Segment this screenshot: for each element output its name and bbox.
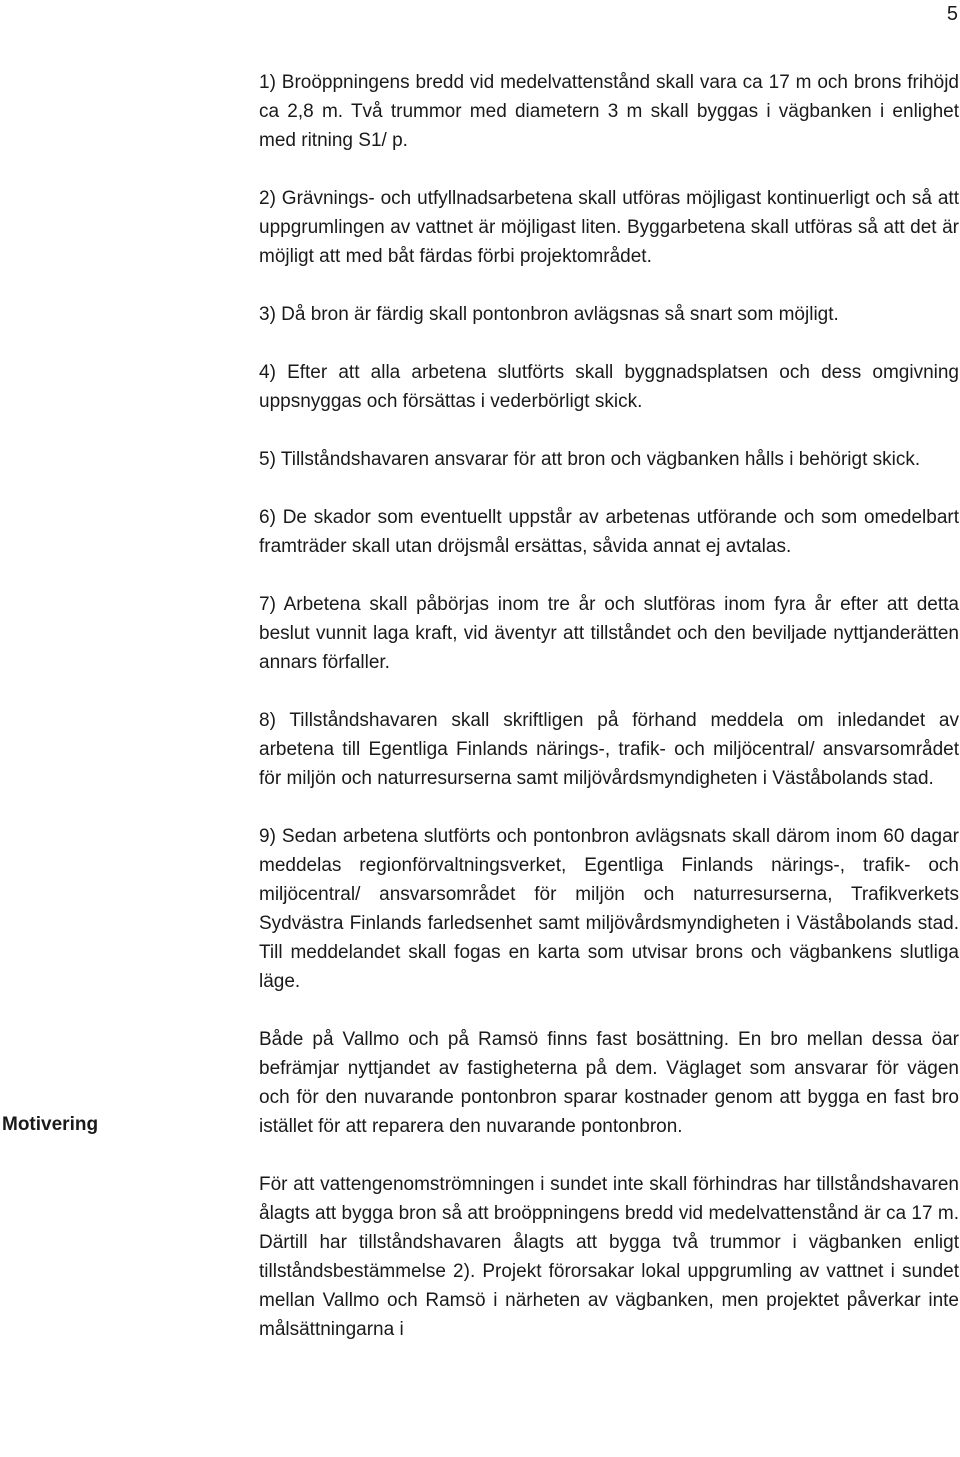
motivering-paragraph-2: För att vattengenomströmningen i sundet inte skall förhindras har tillståndshavaren ålagts att bygga bron så att broöppningens bredd vid medelvattenstånd är ca 17 m. Därtill har tillståndshavaren ålagts att bygga två trummor i vägbanken enligt tillståndsbestämmelse 2). Projekt förorsakar lokal uppgrumling av vattnet i sundet mellan Vallmo och Ramsö i närheten av vägbanken, men projektet påverkar inte målsättningarna i: [259, 1174, 959, 1340]
document-body: [259, 68, 959, 1373]
page-number: 5: [946, 3, 958, 25]
condition-4: 4) Efter att alla arbetena slutförts skall byggnadsplatsen och dess omgivning uppsnyggas och försättas i vederbörligt skick.: [259, 362, 959, 412]
condition-6: 6) De skador som eventuellt uppstår av arbetenas utförande och som omedelbart framträder skall utan dröjsmål ersättas, såvida annat ej avtalas.: [259, 507, 959, 557]
condition-3: 3) Då bron är färdig skall pontonbron avlägsnas så snart som möjligt.: [259, 304, 839, 325]
condition-8: 8) Tillståndshavaren skall skriftligen på förhand meddela om inledandet av arbetena till Egentliga Finlands närings-, trafik- och miljöcentral/ ansvarsområdet för miljön och naturresurserna samt miljövårdsmyndigheten i Väståbolands stad.: [259, 710, 959, 789]
motivering-paragraph-1: Både på Vallmo och på Ramsö finns fast bosättning. En bro mellan dessa öar befrämjar nyttjandet av fastigheterna på dem. Väglaget som ansvarar för vägen och för den nuvarande pontonbron sparar kostnader genom att bygga en fast bro istället för att reparera den nuvarande pontonbron.: [259, 1029, 959, 1137]
condition-1: 1) Broöppningens bredd vid medelvattenstånd skall vara ca 17 m och brons frihöjd ca 2,8 m. Två trummor med diametern 3 m skall byggas i vägbanken i enlighet med ritning S1/ p.: [259, 72, 959, 151]
condition-7: 7) Arbetena skall påbörjas inom tre år och slutföras inom fyra år efter att detta beslut vunnit laga kraft, vid äventyr att tillståndet och den beviljade nyttjanderätten annars förfaller.: [259, 594, 959, 673]
condition-2: 2) Grävnings- och utfyllnadsarbetena skall utföras möjligast kontinuerligt och så att uppgrumlingen av vattnet är möjligast liten. Byggarbetena skall utföras så att det är möjligt att med båt färdas förbi projektområdet.: [259, 188, 959, 267]
condition-9: 9) Sedan arbetena slutförts och pontonbron avlägsnats skall därom inom 60 dagar meddelas regionförvaltningsverket, Egentliga Finlands närings-, trafik- och miljöcentral/ ansvarsområdet för miljön och naturresurserna, Trafikverkets Sydvästra Finlands farledsenhet samt miljövårdsmyndigheten i Väståbolands stad. Till meddelandet skall fogas en karta som utvisar brons och vägbankens slutliga läge.: [259, 826, 959, 992]
condition-5: 5) Tillståndshavaren ansvarar för att bron och vägbanken hålls i behörigt skick.: [259, 449, 921, 470]
section-heading-motivering: Motivering: [2, 1114, 99, 1135]
